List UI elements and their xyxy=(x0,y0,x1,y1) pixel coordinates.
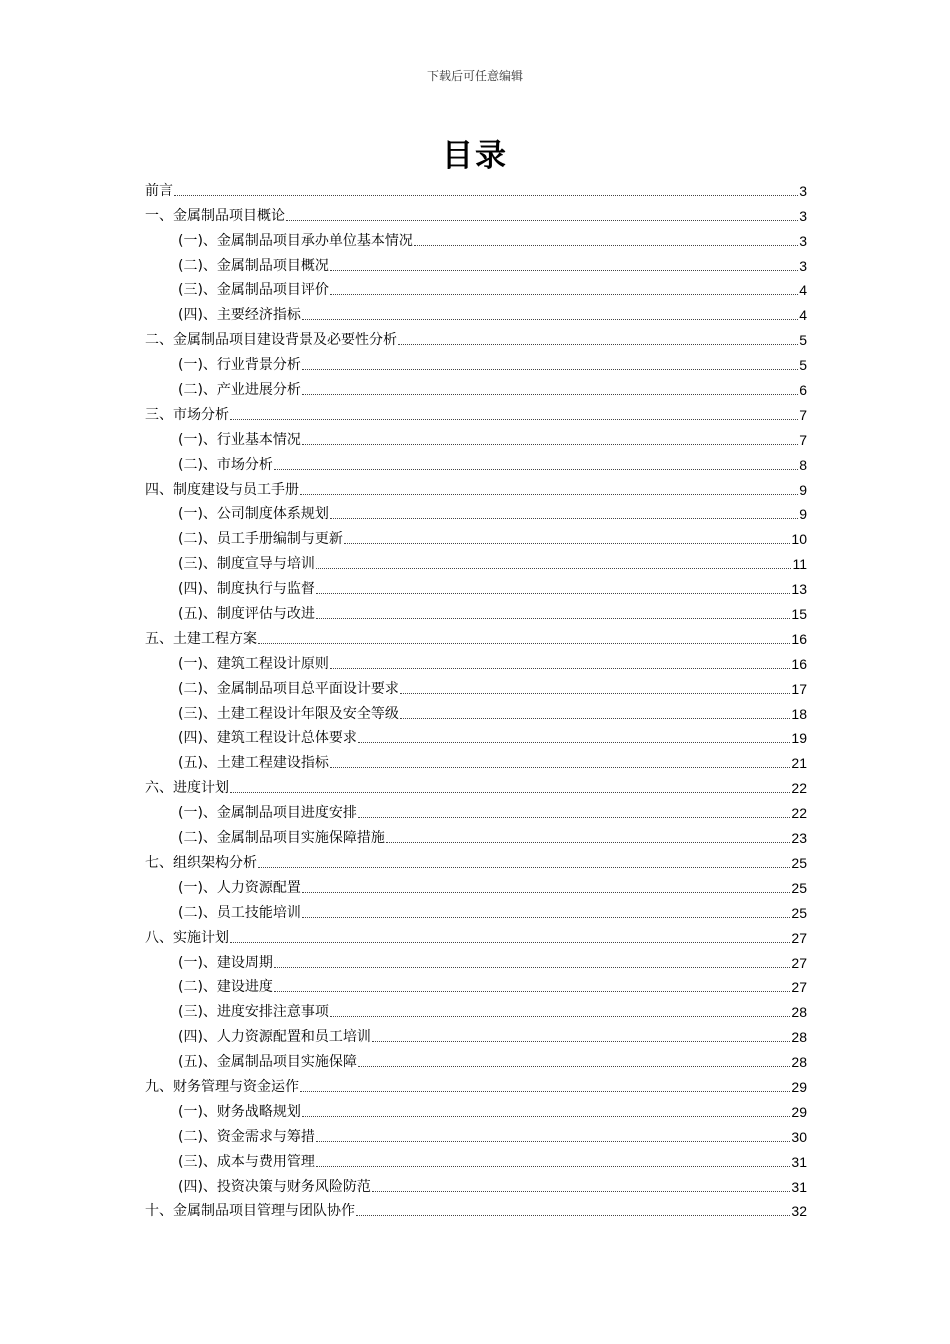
header-note: 下载后可任意编辑 xyxy=(426,69,523,83)
toc-entry-label: 八、实施计划 xyxy=(145,929,229,946)
toc-entry-label: (五)、金属制品项目实施保障 xyxy=(178,1054,357,1071)
toc-entry[interactable] xyxy=(145,424,807,449)
toc-entry-label: 七、组织架构分析 xyxy=(145,854,257,871)
toc-entry-page: 27 xyxy=(791,979,807,996)
toc-dot-leader xyxy=(316,592,790,594)
toc-entry-page: 32 xyxy=(791,1203,807,1220)
toc-entry-page: 3 xyxy=(799,207,807,224)
toc-entry[interactable] xyxy=(145,1196,807,1221)
toc-entry-label: (二)、金属制品项目总平面设计要求 xyxy=(178,680,399,697)
toc-entry[interactable] xyxy=(145,747,807,772)
toc-entry-page: 13 xyxy=(791,581,807,598)
toc-entry[interactable] xyxy=(145,972,807,997)
toc-dot-leader xyxy=(358,1065,790,1067)
toc-entry-label: (一)、建筑工程设计原则 xyxy=(178,655,329,672)
toc-entry-label: (一)、人力资源配置 xyxy=(178,879,301,896)
toc-dot-leader xyxy=(302,1115,790,1117)
toc-entry[interactable] xyxy=(145,772,807,797)
toc-entry-label: (一)、金属制品项目承办单位基本情况 xyxy=(178,232,413,249)
toc-entry-page: 3 xyxy=(799,232,807,249)
toc-entry-label: (五)、制度评估与改进 xyxy=(178,606,315,623)
toc-entry-label: (一)、行业基本情况 xyxy=(178,431,301,448)
toc-dot-leader xyxy=(400,717,790,719)
toc-entry[interactable] xyxy=(145,1071,807,1096)
toc-entry-page: 31 xyxy=(791,1178,807,1195)
toc-dot-leader xyxy=(316,567,792,569)
toc-entry-page: 7 xyxy=(799,406,807,423)
toc-entry[interactable] xyxy=(145,1096,807,1121)
toc-entry[interactable] xyxy=(145,299,807,324)
toc-entry-page: 29 xyxy=(791,1078,807,1095)
toc-dot-leader xyxy=(300,1090,790,1092)
toc-entry-page: 16 xyxy=(791,630,807,647)
toc-entry-label: (三)、成本与费用管理 xyxy=(178,1153,315,1170)
toc-entry[interactable] xyxy=(145,847,807,872)
toc-dot-leader xyxy=(358,741,790,743)
toc-entry[interactable] xyxy=(145,324,807,349)
toc-dot-leader xyxy=(414,244,798,246)
toc-entry[interactable] xyxy=(145,673,807,698)
toc-entry-page: 31 xyxy=(791,1153,807,1170)
toc-entry[interactable] xyxy=(145,349,807,374)
toc-entry-label: (一)、行业背景分析 xyxy=(178,357,301,374)
toc-entry-page: 9 xyxy=(799,481,807,498)
toc-entry[interactable] xyxy=(145,225,807,250)
toc-entry-label: 九、财务管理与资金运作 xyxy=(145,1078,299,1095)
toc-entry-label: (四)、人力资源配置和员工培训 xyxy=(178,1029,371,1046)
toc-entry-label: 前言 xyxy=(145,182,173,199)
toc-entry-label: (二)、市场分析 xyxy=(178,456,273,473)
toc-entry-label: (三)、金属制品项目评价 xyxy=(178,282,329,299)
toc-dot-leader xyxy=(330,667,790,669)
toc-entry[interactable] xyxy=(145,1171,807,1196)
toc-entry[interactable] xyxy=(145,1121,807,1146)
toc-entry-label: (五)、土建工程建设指标 xyxy=(178,755,329,772)
toc-entry-page: 28 xyxy=(791,1054,807,1071)
toc-entry-page: 28 xyxy=(791,1004,807,1021)
toc-dot-leader xyxy=(316,617,790,619)
toc-entry-label: (二)、员工手册编制与更新 xyxy=(178,531,343,548)
toc-entry-page: 25 xyxy=(791,879,807,896)
toc-entry-page: 5 xyxy=(799,357,807,374)
toc-entry[interactable] xyxy=(145,250,807,275)
toc-entry[interactable] xyxy=(145,1146,807,1171)
toc-entry-page: 21 xyxy=(791,755,807,772)
toc-entry[interactable] xyxy=(145,723,807,748)
toc-entry-label: (一)、金属制品项目进度安排 xyxy=(178,805,357,822)
toc-entry-page: 23 xyxy=(791,830,807,847)
toc-entry-label: 三、市场分析 xyxy=(145,406,229,423)
toc-entry-label: (二)、金属制品项目概况 xyxy=(178,257,329,274)
toc-entry-label: (三)、土建工程设计年限及安全等级 xyxy=(178,705,399,722)
toc-dot-leader xyxy=(174,194,798,196)
toc-entry[interactable] xyxy=(145,623,807,648)
toc-entry-label: (二)、金属制品项目实施保障措施 xyxy=(178,830,385,847)
toc-entry[interactable] xyxy=(145,399,807,424)
toc-dot-leader xyxy=(230,418,798,420)
toc-dot-leader xyxy=(372,1040,790,1042)
toc-dot-leader xyxy=(330,1015,790,1017)
toc-dot-leader xyxy=(330,269,798,271)
toc-entry[interactable] xyxy=(145,200,807,225)
toc-entry[interactable] xyxy=(145,922,807,947)
toc-entry-label: (三)、进度安排注意事项 xyxy=(178,1004,329,1021)
table-of-contents xyxy=(145,175,807,1220)
toc-entry-label: (四)、建筑工程设计总体要求 xyxy=(178,730,357,747)
toc-entry-page: 6 xyxy=(799,382,807,399)
toc-dot-leader xyxy=(286,219,798,221)
toc-entry[interactable] xyxy=(145,947,807,972)
toc-entry-page: 11 xyxy=(792,556,807,573)
toc-dot-leader xyxy=(302,891,790,893)
toc-dot-leader xyxy=(372,1190,790,1192)
toc-entry-label: (二)、产业进展分析 xyxy=(178,382,301,399)
toc-dot-leader xyxy=(398,343,798,345)
toc-entry-label: 四、制度建设与员工手册 xyxy=(145,481,299,498)
toc-dot-leader xyxy=(400,692,790,694)
toc-dot-leader xyxy=(330,293,798,295)
toc-entry[interactable] xyxy=(145,897,807,922)
toc-dot-leader xyxy=(300,493,798,495)
toc-entry-page: 22 xyxy=(791,805,807,822)
toc-entry-label: 一、金属制品项目概论 xyxy=(145,207,285,224)
toc-dot-leader xyxy=(274,468,798,470)
toc-dot-leader xyxy=(302,368,798,370)
toc-dot-leader xyxy=(386,841,790,843)
toc-title: 目录 xyxy=(442,138,508,174)
toc-entry-page: 19 xyxy=(791,730,807,747)
toc-entry-page: 4 xyxy=(799,307,807,324)
toc-entry[interactable] xyxy=(145,996,807,1021)
toc-dot-leader xyxy=(258,866,790,868)
toc-entry-page: 29 xyxy=(791,1103,807,1120)
toc-entry[interactable] xyxy=(145,573,807,598)
toc-entry[interactable] xyxy=(145,698,807,723)
toc-dot-leader xyxy=(230,941,790,943)
toc-dot-leader xyxy=(302,443,798,445)
toc-entry-page: 27 xyxy=(791,954,807,971)
toc-dot-leader xyxy=(330,766,790,768)
toc-entry-label: (二)、建设进度 xyxy=(178,979,273,996)
toc-entry[interactable] xyxy=(145,1021,807,1046)
toc-entry-label: (三)、制度宣导与培训 xyxy=(178,556,315,573)
toc-entry[interactable] xyxy=(145,872,807,897)
toc-dot-leader xyxy=(274,966,790,968)
toc-entry-page: 17 xyxy=(791,680,807,697)
toc-dot-leader xyxy=(344,542,790,544)
toc-dot-leader xyxy=(302,393,798,395)
toc-entry-page: 27 xyxy=(791,929,807,946)
toc-entry-page: 8 xyxy=(799,456,807,473)
toc-dot-leader xyxy=(230,791,790,793)
toc-entry-page: 25 xyxy=(791,854,807,871)
toc-entry-page: 10 xyxy=(791,531,807,548)
toc-entry-label: (二)、资金需求与筹措 xyxy=(178,1128,315,1145)
toc-entry[interactable] xyxy=(145,598,807,623)
toc-dot-leader xyxy=(330,517,798,519)
toc-entry-label: 五、土建工程方案 xyxy=(145,630,257,647)
toc-entry-label: (一)、公司制度体系规划 xyxy=(178,506,329,523)
toc-entry[interactable] xyxy=(145,1046,807,1071)
toc-entry-page: 30 xyxy=(791,1128,807,1145)
toc-entry[interactable] xyxy=(145,474,807,499)
toc-entry-page: 9 xyxy=(799,506,807,523)
toc-dot-leader xyxy=(302,916,790,918)
toc-entry[interactable] xyxy=(145,175,807,200)
toc-entry[interactable] xyxy=(145,822,807,847)
toc-entry[interactable] xyxy=(145,499,807,524)
toc-entry-page: 18 xyxy=(791,705,807,722)
toc-dot-leader xyxy=(302,318,798,320)
toc-entry-label: 十、金属制品项目管理与团队协作 xyxy=(145,1203,355,1220)
toc-dot-leader xyxy=(358,816,790,818)
toc-entry-page: 28 xyxy=(791,1029,807,1046)
toc-entry[interactable] xyxy=(145,449,807,474)
toc-entry[interactable] xyxy=(145,523,807,548)
toc-entry-page: 15 xyxy=(791,606,807,623)
toc-entry-label: (一)、建设周期 xyxy=(178,954,273,971)
toc-entry-page: 3 xyxy=(799,182,807,199)
toc-entry-page: 22 xyxy=(791,780,807,797)
toc-entry[interactable] xyxy=(145,797,807,822)
toc-entry-page: 16 xyxy=(791,655,807,672)
toc-dot-leader xyxy=(258,642,790,644)
toc-entry-label: 六、进度计划 xyxy=(145,780,229,797)
toc-entry[interactable] xyxy=(145,548,807,573)
toc-entry[interactable] xyxy=(145,648,807,673)
toc-entry-page: 3 xyxy=(799,257,807,274)
toc-entry[interactable] xyxy=(145,275,807,300)
toc-entry-label: (四)、投资决策与财务风险防范 xyxy=(178,1178,371,1195)
toc-entry-page: 5 xyxy=(799,332,807,349)
toc-dot-leader xyxy=(316,1165,790,1167)
toc-entry[interactable] xyxy=(145,374,807,399)
toc-entry-page: 7 xyxy=(799,431,807,448)
toc-entry-label: 二、金属制品项目建设背景及必要性分析 xyxy=(145,332,397,349)
toc-entry-page: 4 xyxy=(799,282,807,299)
toc-dot-leader xyxy=(356,1214,790,1216)
toc-dot-leader xyxy=(274,990,790,992)
toc-dot-leader xyxy=(316,1140,790,1142)
toc-entry-page: 25 xyxy=(791,904,807,921)
toc-entry-label: (四)、主要经济指标 xyxy=(178,307,301,324)
toc-entry-label: (一)、财务战略规划 xyxy=(178,1103,301,1120)
toc-entry-label: (四)、制度执行与监督 xyxy=(178,581,315,598)
toc-entry-label: (二)、员工技能培训 xyxy=(178,904,301,921)
